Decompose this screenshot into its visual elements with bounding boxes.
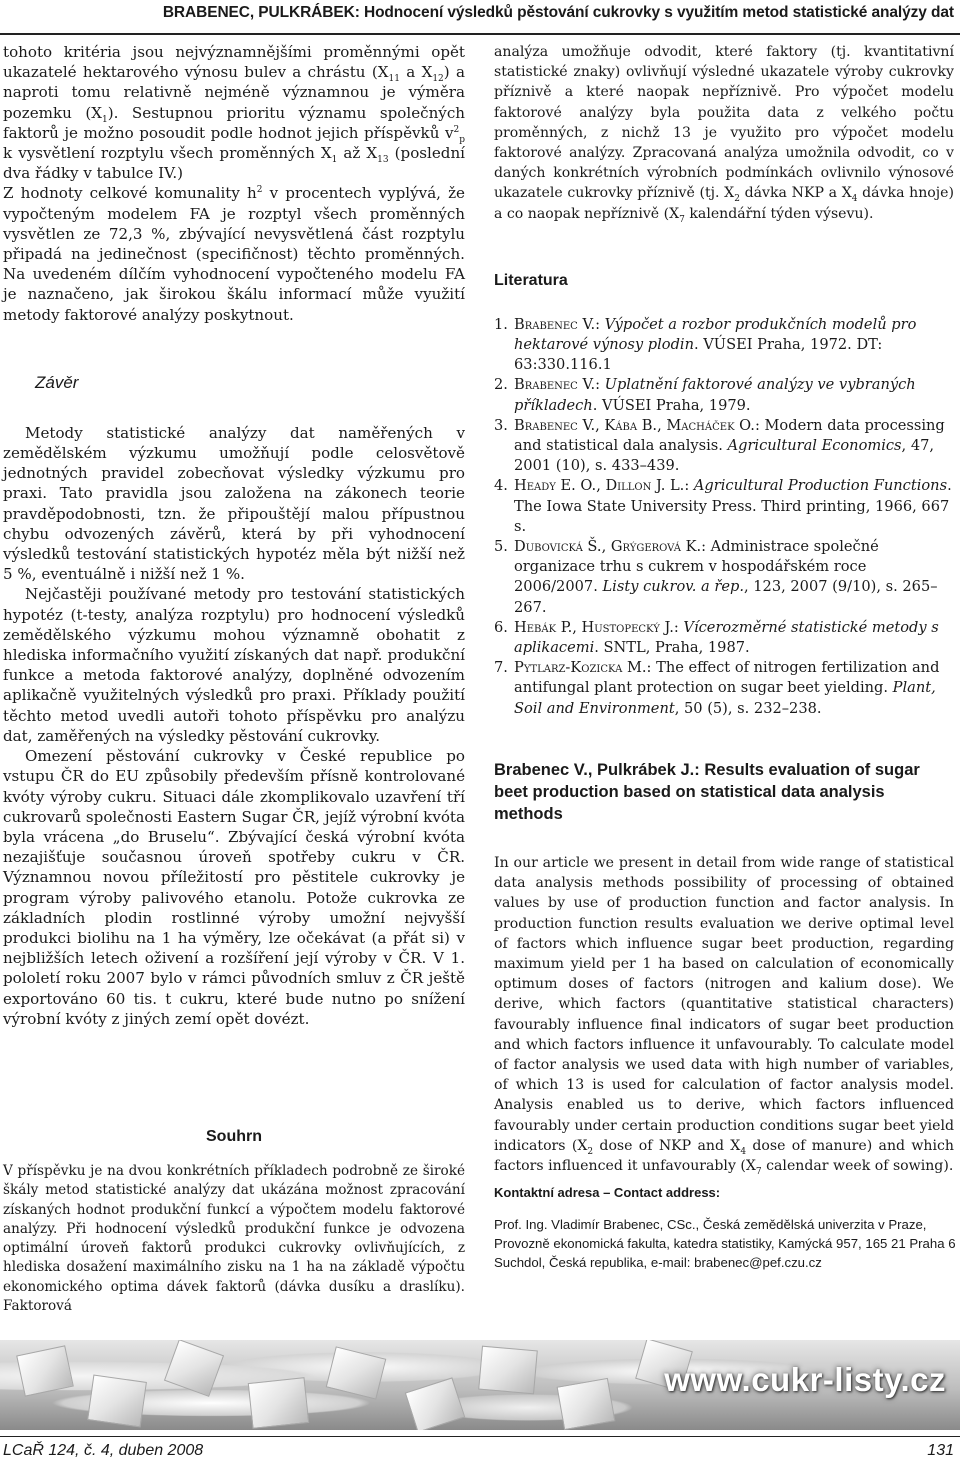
page-number: 131	[927, 1442, 954, 1459]
sugar-cube-image	[478, 1346, 538, 1395]
conclusion-paragraph-2: Nejčastěji používané metody pro testování statistických hypotéz (t-testy, analýza rozptylu) pro hodnocení výsledků zemědělského výzkumu mohou významně obohatit z hlediska informačního využití získaných dat např. produkční funkce a metoda faktorové analýzy, doplněné odvozením aplikačně využitelných výsledků pro praxi. Příklady použití těchto metod uvedli autoři tohoto příspěvku pro analýzu dat, zaměřených na výsledky pěstování cukrovky.	[3, 585, 465, 745]
contact-block	[494, 1185, 956, 1272]
conclusion-paragraph-1: Metody statistické analýzy dat naměřených v zemědělském výzkumu umožňují podle celosvětově jednotných pravidel zobecňovat výsledky výzkumu pro praxi. Tato pravidla jsou založena na zákonech teorie pravděpodobnosti, tzn. že připouštějí malou přípustnou chybu odvozených závěrů, která by při vyhodnocení výsledků testování statistických hypotéz měla být nižší než 5 %, eventuálně i nižší než 1 %.	[3, 423, 465, 584]
conclusion-paragraph-3: Omezení pěstování cukrovky v České republice po vstupu ČR do EU způsobily především přísně kontrolované kvóty výroby cukru. Situaci dále zkomplikovalo uzavření tří cukrovarů společnosti Eastern Sugar ČR, jejíž výrobní kvóta byla vrácena „do Bruselu“. Zbývající česká výrobní kvóta nezajišťuje současnou úroveň spotřeby cukru v ČR. Významnou novou příležitostí pro pěstitele cukrovky je program výroby palivového etanolu. Potože cukrovka ze základních plodin rostlinné výroby umožní nejvyšší produkci biolihu na 1 ha výměry, lze očekávat (a přát si) v nejbližších letech oživení a rozšíření její výroby v ČR. V 1. pololetí roku 2007 bylo v rámci původních smluv z ČR ještě exportováno 60 tis. t cukru, které bude nutno po snížení výrobní kvóty z jiných zemí opět dovézt.	[3, 747, 465, 1028]
sugar-cube-image	[16, 1345, 74, 1396]
sugar-cube-image	[164, 1340, 224, 1397]
sugar-cube-image	[557, 1378, 616, 1430]
left-column	[3, 42, 465, 1029]
summary-section	[3, 1128, 465, 1316]
paragraph-factor-analysis-result: analýza umožňuje odvodit, které faktory (tj. kvantitativní statistické znaky) ovlivňují výsledné ukazatele výroby cukrovky příznivě a které naopak nepříznivě. Pro výpočet modelu faktorové analýzy byla použita data z velkého počtu proměnných, z nichž 13 je využito pro výpočet modelu faktorové analýzy. Zpracovaná analýza umožnila odvodit, co v daných konkrétních výrobních podmínkách ovlivnilo výnosové ukazatele cukrovky příznivě (tj. $X_2$ dávka NKP a $X_4$ dávka hnoje) a co naopak nepříznivě ($X_7$ kalendářní týden výsevu).	[494, 44, 955, 225]
reference-item: 3. Brabenec V., Kába B., Macháček O.: Modern data processing and statistical dala analysis. Agricultural Economics, 47, 2001 (10), s. 433–439.	[494, 416, 945, 475]
running-header-title: BRABENEC, PULKRÁBEK: Hodnocení výsledků pěstování cukrovky s využitím metod statistické analýzy dat	[162, 4, 954, 21]
sugar-cube-image	[405, 1377, 466, 1430]
reference-item: 5. Dubovická Š., Grýgerová K.: Administrace společné organizace trhu s cukrem v hospodářském roce 2006/2007. Listy cukrov. a řep., 123, 2007 (9/10), s. 265–267.	[494, 538, 938, 616]
footer-rule	[0, 1436, 960, 1437]
journal-issue: LCaŘ 124, č. 4, duben 2008	[3, 1442, 204, 1459]
contact-heading: Kontaktní adresa – Contact address:	[494, 1185, 721, 1200]
reference-item: 1. Brabenec V.: Výpočet a rozbor produkčních modelů pro hektarové výnosy plodin. VÚSEI Praha, 1972. DT: 63:330.116.1	[494, 315, 917, 374]
sugar-cube-image	[87, 1374, 147, 1427]
reference-item: 7. Pytlarz-Kozicka M.: The effect of nitrogen fertilization and antifungal plant protection on sugar beet yielding. Plant, Soil and Environment, 50 (5), s. 232–238.	[494, 659, 940, 717]
running-header	[0, 0, 960, 35]
paragraph-factor-priority: tohoto kritéria jsou nejvýznamnějšími proměnnými opět ukazatelé hektarového výnosu bulev a chrástu ($X_{11}$ a $X_{12}$) a naproti tomu relativně nejméně významnou je výměra pozemku $(X_1)$. Sestupnou prioritu významu společných faktorů je možno posoudit podle hodnot jejich příspěvků $v^2_p$ k vysvětlení rozptylu všech proměnných $X_1$ až $X_{13}$ (poslední dva řádky v tabulce IV.)	[3, 43, 466, 183]
conclusion-heading: Závěr	[35, 372, 79, 392]
website-url: www.cukr-listy.cz	[664, 1361, 946, 1398]
references-list	[494, 315, 954, 719]
english-title: Brabenec V., Pulkrábek J.: Results evaluation of sugar beet production based on statistical data analysis methods	[494, 760, 920, 823]
reference-item: 6. Hebák P., Hustopecký J.: Vícerozměrné statistické metody s aplikacemi. SNTL, Praha, 1987.	[494, 618, 939, 657]
sugar-cubes-banner	[0, 1340, 960, 1430]
sugar-cube-image	[248, 1377, 309, 1429]
right-column	[494, 42, 954, 1176]
english-abstract: In our article we present in detail from wide range of statistical data analysis methods possibility of processing of obtained values by use of production function and factor analysis. In production function results evaluation we derive optimal level of factors which influence sugar beet production, regarding maximum yield per 1 ha based on calculation of economically optimum doses of factors (nitrogen and kalium dose). We derive, which factors (quantitative statistical characters) favourably influence final indicators of sugar beet production and which factors influence it unfavourably. To calculate model of factor analysis we used data with high number of variables, of which 13 is used for calculation of factor analysis model. Analysis enabled us to derive, which factors influenced favourably under certain production conditions sugar beet yield indicators ($X_2$ dose of NKP and $X_4$ dose of manure) and which factors influenced it unfavourably ($X_7$ calendar week of sowing).	[494, 854, 954, 1177]
sugar-cube-image	[326, 1346, 387, 1399]
reference-item: 4. Heady E. O., Dillon J. L.: Agricultural Production Functions. The Iowa State University Press. Third printing, 1966, 667 s.	[494, 477, 952, 535]
references-heading: Literatura	[494, 271, 568, 289]
reference-item: 2. Brabenec V.: Uplatnění faktorové analýzy ve vybraných příkladech. VÚSEI Praha, 1979.	[494, 376, 916, 414]
contact-text: Prof. Ing. Vladimír Brabenec, CSc., Česká zemědělská univerzita v Praze, Provozně ekonomická fakulta, katedra statistiky, Kamýcká 957, 165 21 Praha 6 Suchdol, Česká republika, e-mail: brabenec@pef.czu.cz	[494, 1217, 956, 1270]
summary-heading: Souhrn	[206, 1128, 262, 1145]
paragraph-communality: Z hodnoty celkové komunality $h^2$ v procentech vyplývá, že vypočteným modelem FA je rozptyl všech proměnných vysvětlen ze 72,3 %, zbývající nevysvětlená část rozptylu připadá na jedinečnost (specifičnost) těchto proměnných. Na uvedeném dílčím vyhodnocení vypočteného modelu FA je naznačeno, jak širokou škálu informací může využití metody faktorové analýzy poskytnout.	[3, 184, 465, 324]
summary-text: V příspěvku je na dvou konkrétních příkladech podrobně ze široké škály metod statistické analýzy dat ukázána možnost zpracování získaných hodnot produkční funkcí a výpočtem modelu faktorové analýzy. Při hodnocení výsledků produkční funkce je odvozena optimální úroveň faktorů produkci cukrovky ovlivňujících, z hlediska dosažení maximálního zisku na 1 ha na základě výpočtu ekonomického optima dávek faktorů (dávka dusíku a draslíku). Faktorová	[3, 1163, 465, 1315]
